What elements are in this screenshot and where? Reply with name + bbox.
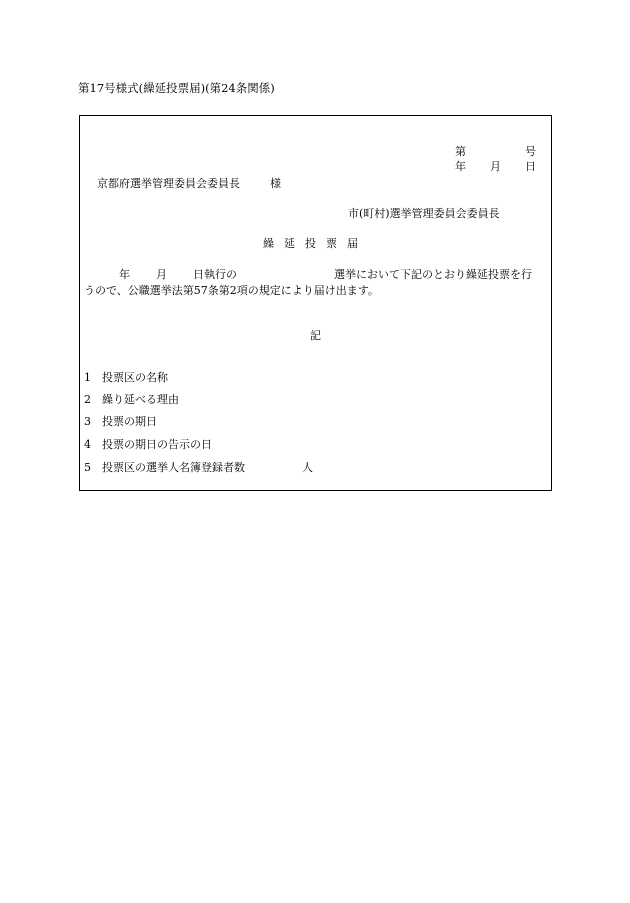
sender: 市(町村)選挙管理委員会委員長	[348, 207, 500, 220]
list-item	[84, 413, 157, 429]
ki-heading: 記	[310, 329, 321, 342]
body-day-held-label: 日執行の	[193, 268, 237, 281]
date-year-label: 年	[455, 160, 466, 173]
list-item	[84, 369, 168, 385]
body-year-label: 年	[119, 268, 130, 281]
item-label: 繰り延べる理由	[102, 393, 179, 406]
item-number: 4	[84, 438, 91, 451]
date-month-label: 月	[490, 160, 501, 173]
item-label: 投票の期日の告示の日	[102, 438, 212, 451]
item-label: 投票の期日	[102, 415, 157, 428]
list-item	[84, 391, 179, 407]
item-label: 投票区の名称	[102, 371, 168, 384]
item-label: 投票区の選挙人名簿登録者数	[102, 461, 245, 474]
item-number: 3	[84, 415, 91, 428]
number-suffix: 号	[525, 145, 536, 158]
item-number: 2	[84, 393, 91, 406]
document-title: 繰延投票届	[263, 237, 368, 250]
list-item	[84, 459, 245, 475]
list-item	[84, 436, 212, 452]
item5-unit: 人	[302, 461, 313, 474]
body-line1-text: 選挙において下記のとおり繰延投票を行	[334, 268, 532, 281]
number-prefix: 第	[455, 145, 466, 158]
date-day-label: 日	[525, 160, 536, 173]
body-month-label: 月	[156, 268, 167, 281]
form-title: 第17号様式(繰延投票届)(第24条関係)	[78, 81, 275, 95]
addressee-honorific: 様	[270, 177, 281, 190]
body-line2-text: うので、公職選挙法第57条第2項の規定により届け出ます。	[84, 284, 379, 297]
item-number: 1	[84, 371, 91, 384]
item-number: 5	[84, 461, 91, 474]
form-box	[79, 115, 552, 491]
addressee: 京都府選挙管理委員会委員長	[97, 177, 240, 190]
